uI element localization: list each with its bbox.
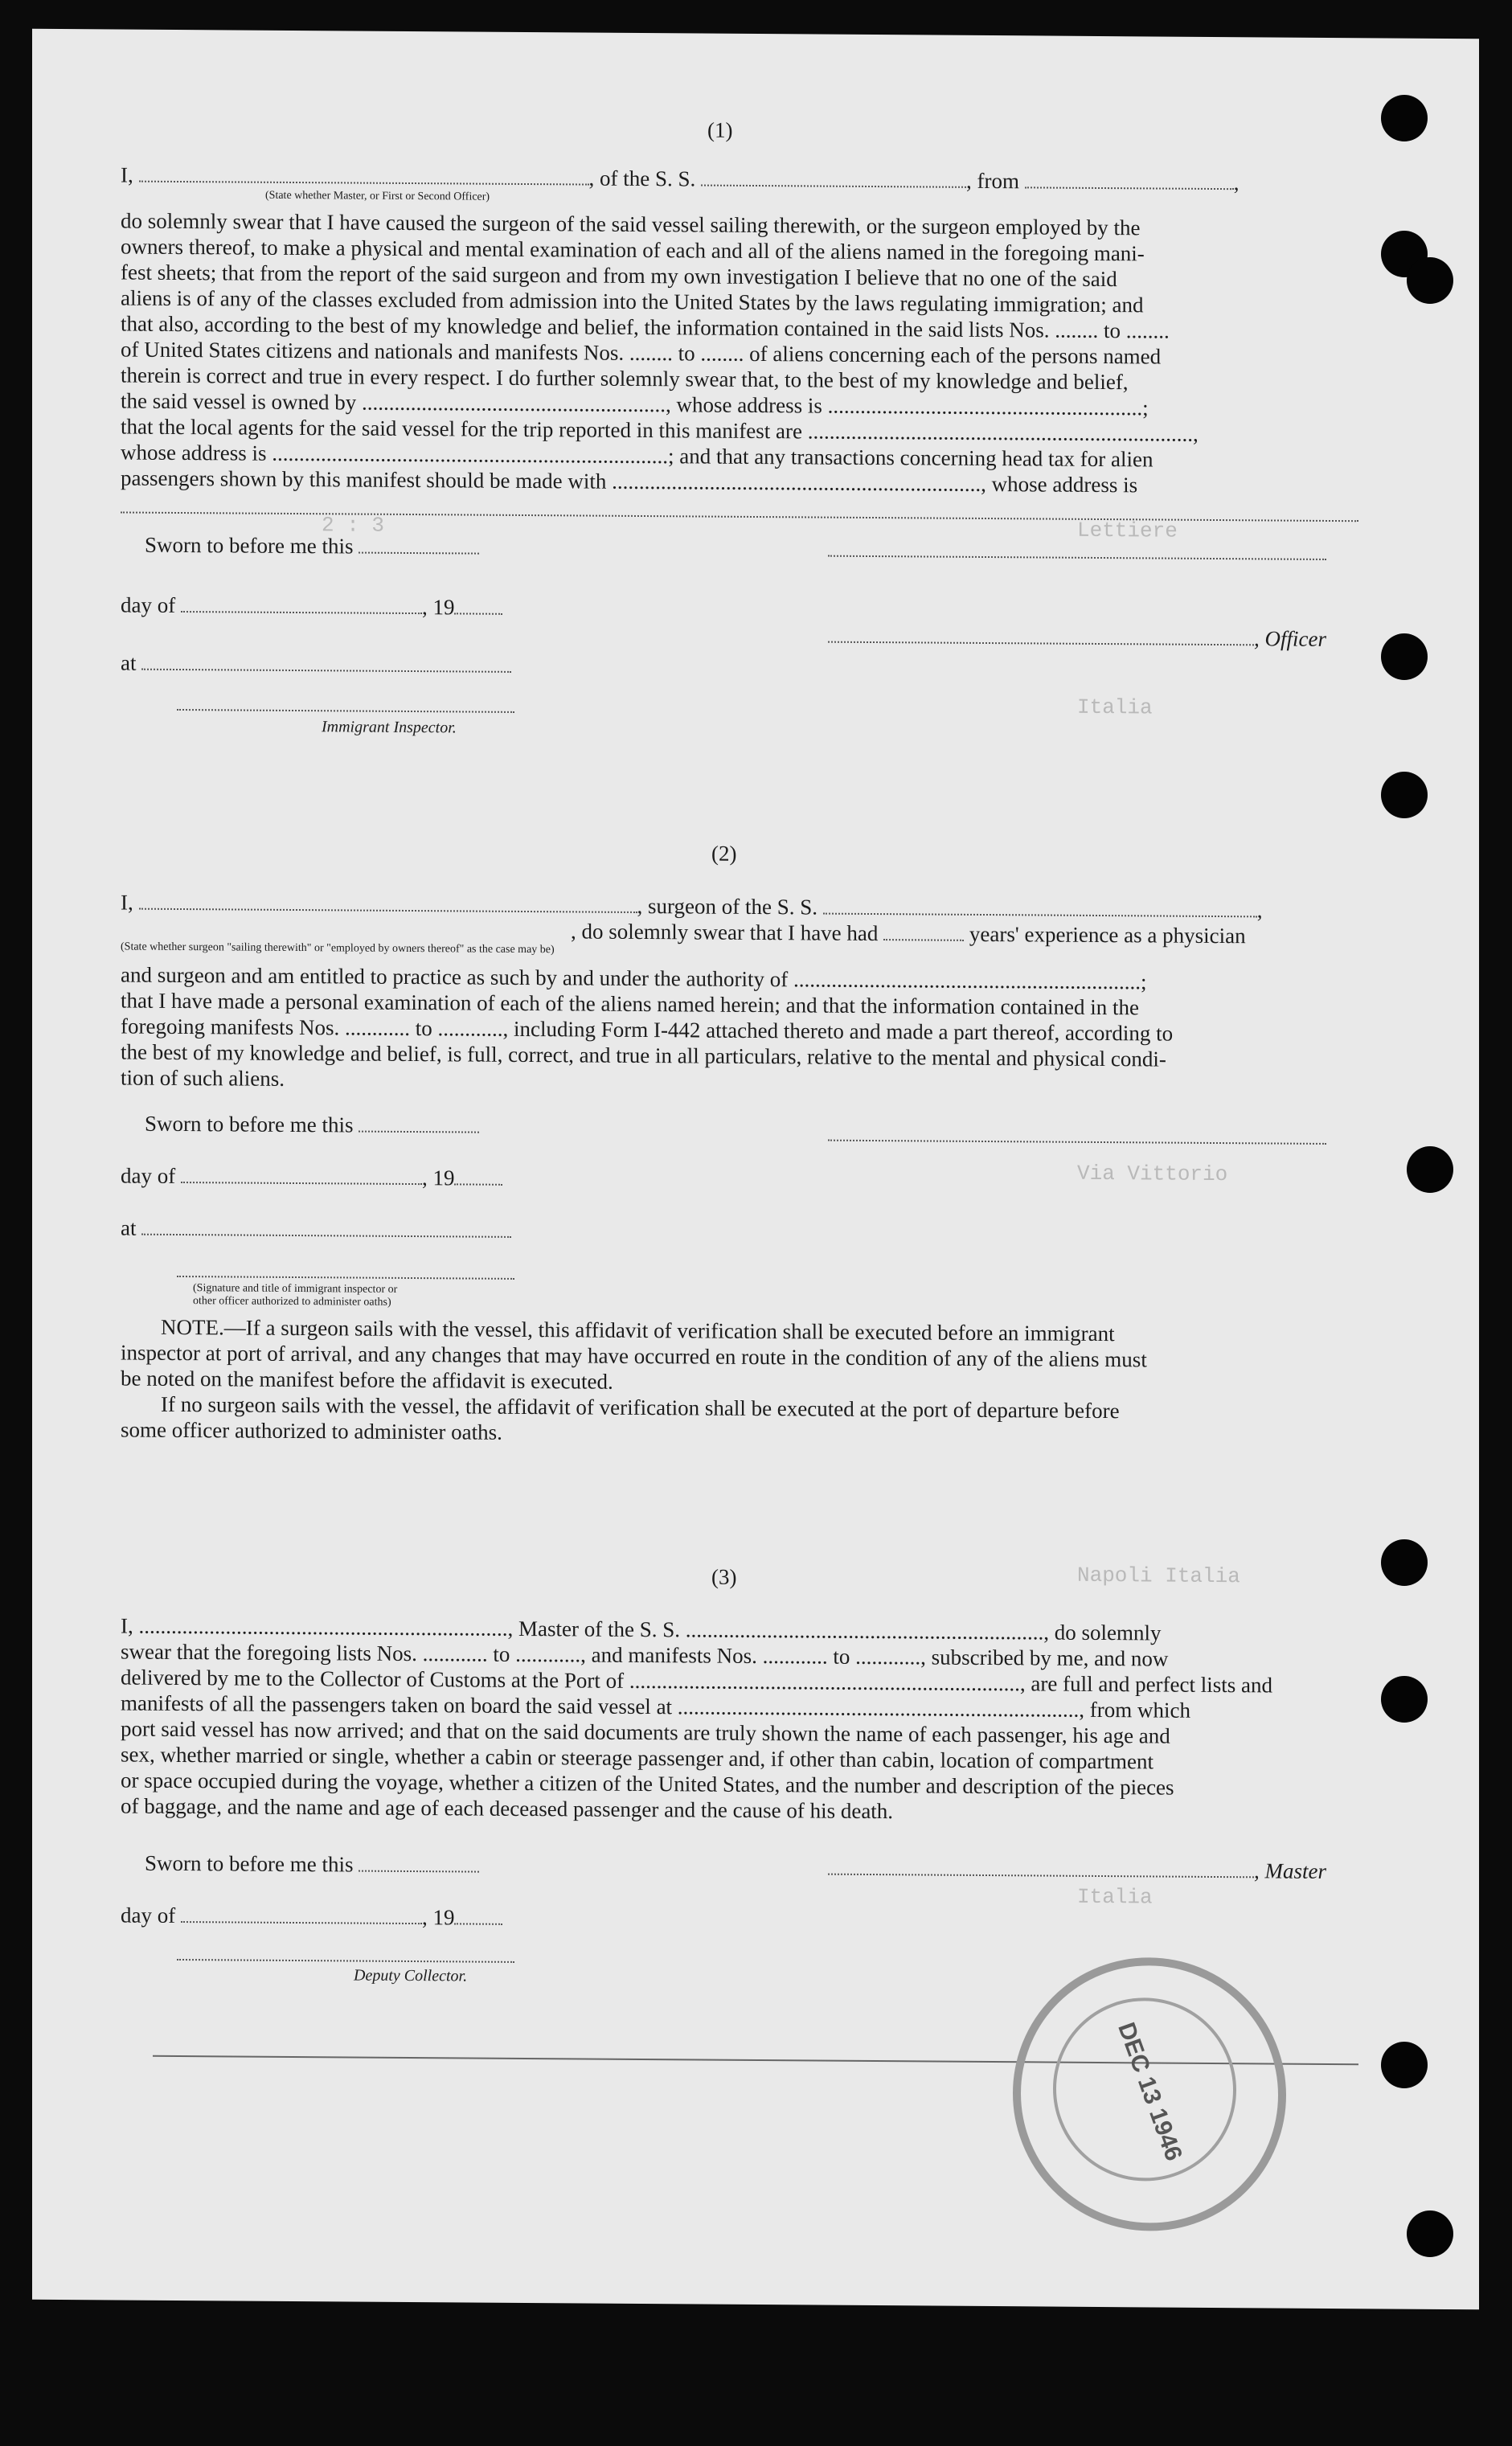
date-stamp: DEC 13 1946 (1013, 1956, 1286, 2231)
surgeon-caption: (State whether surgeon "sailing therewith" or "employed by owners thereof" as the case may be) (121, 940, 555, 957)
ghost-text: 2 : 3 (322, 513, 385, 538)
ghost-text: Via Vittorio (1077, 1161, 1228, 1187)
officer-signature-line (828, 555, 1326, 560)
binder-hole (1381, 772, 1428, 818)
section-1-opening-line: I, , of the S. S. , from , (121, 162, 1240, 195)
binder-hole (1381, 1539, 1428, 1586)
section-2-opening: I, , surgeon of the S. S. , , do solemnly swear that I have had years' experience as a physician (121, 890, 1263, 948)
ghost-text: Napoli Italia (1077, 1563, 1240, 1589)
section-3-body: I, ...................................................................., Master of the S. S. .................................................................., do solemnly swear that the foregoing lists Nos. ............ to ............, and manifests Nos. ............ to ............, subscribed by me, and now delivered by me to the Collector of Customs at the Port of ........................................................................, are full and perfect lists and manifests of all the passengers taken on board the said vessel at .........................................................................., from which port said vessel has now arrived; and that on the said documents are truly shown the name of each passenger, his age and sex, whether married or single, whether a cabin or steerage passenger and, if other than cabin, location of compartment or space occupied during the voyage, whether a citizen of the United States, and the number and description of the pieces of baggage, and the name and age of each deceased passenger and the cause of his death. (121, 1613, 1273, 1824)
binder-hole (1381, 633, 1428, 680)
sworn-block-2: Sworn to before me this (145, 1111, 547, 1113)
binder-hole (1381, 2042, 1428, 2088)
note-paragraph: NOTE.—If a surgeon sails with the vessel, this affidavit of verification shall be executed before an immigrant inspector at port of arrival, and any changes that may have occurred en route in the condition of any of the aliens must be noted on the manifest before the affidavit is executed. If no surgeon sails with the vessel, the affidavit of verification shall be executed at the port of departure before some officer authorized to administer oaths. (121, 1314, 1147, 1444)
binder-hole (1407, 1146, 1453, 1193)
section-3-number: (3) (711, 1564, 737, 1589)
deputy-collector-label: Deputy Collector. (354, 1966, 468, 1985)
section-2-number: (2) (711, 841, 737, 866)
ghost-text: Italia (1077, 694, 1153, 720)
sworn-block-1: Sworn to before me this (145, 532, 547, 535)
ghost-text: Lettiere (1077, 518, 1178, 543)
section-1-body: do solemnly swear that I have caused the surgeon of the said vessel sailing therewith, or the surgeon employed by the owners thereof, to make a physical and mental examination of each and all of the aliens named in the foregoing mani- fest sheets; that from the report of the said surgeon and from my own investigation I believe that no one of the said aliens is of any of the classes excluded from admission into the United States by the laws regulating immigration; and that also, according to the best of my knowledge and belief, the information contained in the said lists Nos. ........ to ........ of United States citizens and nationals and manifests Nos. ........ to ........ of aliens concerning each of the persons named therein is correct and true in every respect. I do further solemnly swear that, to the best of my knowledge and belief, the said vessel is owned by ........................................................, whose address is ..........................................................; that the local agents for the said vessel for the trip reported in this manifest are ......................................................................., whose address is .........................................................................; and that any transactions concerning head tax for alien passengers shown by this manifest should be made with ...................................................................., whose address is (121, 208, 1199, 498)
sworn-block-3: Sworn to before me this (145, 1850, 547, 1853)
binder-hole (1381, 1676, 1428, 1723)
section-2-body: and surgeon and am entitled to practice as such by and under the authority of ................................................................; that I have made a personal examination of each of the aliens named herein; and that the information contained in the foregoing manifests Nos. ............ to ............, including Form I-442 attached thereto and made a part thereof, according to the best of my knowledge and belief, is full, correct, and true in all particulars, relative to the mental and physical condi- tion of such aliens. (121, 962, 1174, 1091)
immigrant-inspector-label: Immigrant Inspector. (322, 718, 457, 737)
binder-hole (1381, 95, 1428, 141)
binder-hole (1407, 2210, 1453, 2257)
binder-hole (1407, 257, 1453, 304)
officer-caption: (State whether Master, or First or Second Officer) (265, 189, 490, 203)
ghost-text: Italia (1077, 1884, 1153, 1910)
section-1-number: (1) (707, 117, 733, 142)
document-page: 2 : 3 Lettiere Italia Via Vittorio Napoli Italia Italia (1) I, , of the S. S. , from , (State whether Master, or First or Second Officer) do solemnly swear that I have caused the surgeon of the said vessel sailing therewith, or the surgeon employed by the owners thereof, to make a physical and mental examination of each and all of the aliens named in the foregoing mani- fest sheets; that from the report of the said surgeon and from my own investigation I believe that no one of the said aliens is of any of the classes excluded from admission into the United States by the laws regulating immigration; and that also, according to the best of my knowledge and belief, the information contained in the said lists Nos. ........ to ........ of United States citizens and nationals and manifests Nos. ........ to ........ of aliens concerning each of the persons named therein is correct and true in every respect. I do further solemnly swear that, to the best of my knowledge and belief, the said vessel is owned by ........................................................, whose address is ..........................................................; that the local agents for the said vessel for the trip reported in this manifest are ......................................................................., whose address is .........................................................................; and that any transactions concerning head tax for alien passengers shown by this manifest should be made with ...................................................................., whose address is Sworn to before me this day of , 19 at , Officer Immigrant Inspector. (2) I, , surgeon of the S. S. , , do solemnly swear that I have had years' experience as a physician (State whether surgeon "sailing therewith" or "employed by owners thereof" as the case may be) and surgeon and am entitled to practice as such by and under the authority of ................................................................; that I have made a personal examination of each of the aliens named herein; and that the information contained in the foregoing manifests Nos. ............ to ............, including Form I-442 attached thereto and made a part thereof, according to the best of my knowledge and belief, is full, correct, and true in all particulars, relative to the mental and physical condi- tion of such aliens. Sworn to before me this day of , 19 at (Signature and title of immigrant inspector or other officer authorized to administer oaths) NOTE.—If a surgeon sails with the vessel, this affidavit of verification shall be executed before an immigrant inspector at port of arrival, and any changes that may have occurred en route in the condition of any of the aliens must be noted on the manifest before the affidavit is executed. If no surgeon sails with the vessel, the affidavit of verification shall be executed at the port of departure before some officer authorized to administer oaths. (3) I, ...................................................................., Master of the S. S. .................................................................., do solemnly swear that the foregoing lists Nos. ............ to ............, and manifests Nos. ............ to ............, subscribed by me, and now delivered by me to the Collector of Customs at the Port of ........................................................................, are full and perfect lists and manifests of all the passengers taken on board the said vessel at .........................................................................., from which port said vessel has now arrived; and that on the said documents are truly shown the name of each passenger, his age and sex, whether married or single, whether a cabin or steerage passenger and, if other than cabin, location of compartment or space occupied during the voyage, whether a citizen of the United States, and the number and description of the pieces of baggage, and the name and age of each deceased passenger and the cause of his death. Sworn to before me this day of , 19 , Master Deputy Collector. DEC 13 1946 (32, 29, 1479, 2310)
